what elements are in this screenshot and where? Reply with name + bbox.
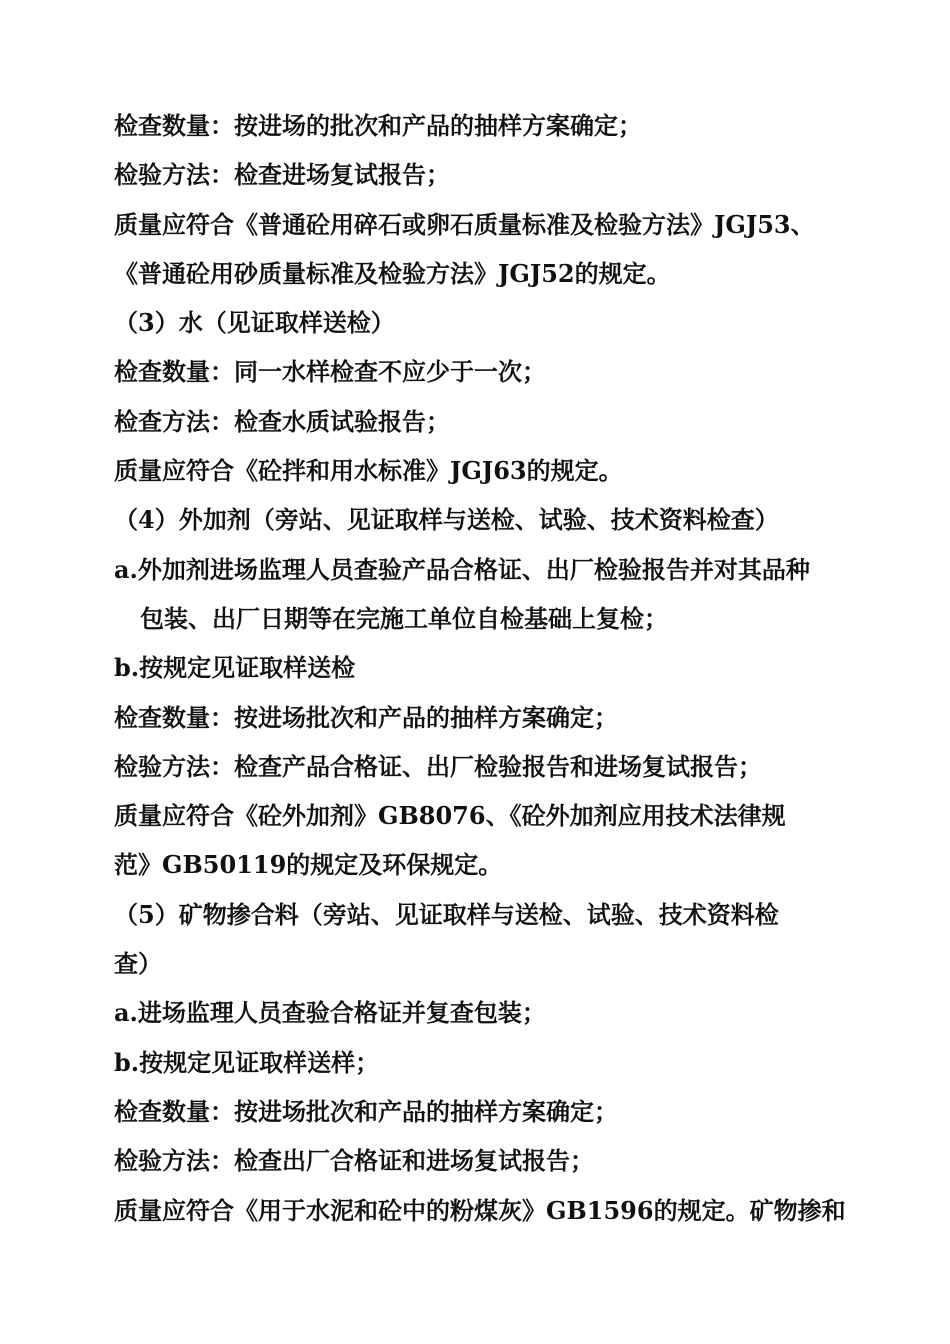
document-line: （4）外加剂（旁站、见证取样与送检、试验、技术资料检查） <box>114 505 779 535</box>
document-line: a.外加剂进场监理人员查验产品合格证、出厂检验报告并对其品种 <box>114 554 810 584</box>
document-line: a.进场监理人员查验合格证并复查包装； <box>114 998 546 1028</box>
document-line: 检查方法：检查水质试验报告； <box>114 406 450 436</box>
document-line: 检查数量：同一水样检查不应少于一次； <box>114 357 546 387</box>
document-line: 质量应符合《普通砼用碎石或卵石质量标准及检验方法》JGJ53、 <box>114 209 815 239</box>
document-line: 检验方法：检查进场复试报告； <box>114 160 450 190</box>
document-line: 质量应符合《用于水泥和砼中的粉煤灰》GB1596的规定。矿物掺和 <box>114 1195 846 1225</box>
document-line: 检查数量：按进场批次和产品的抽样方案确定； <box>114 1096 618 1126</box>
document-line: 检验方法：检查产品合格证、出厂检验报告和进场复试报告； <box>114 751 762 781</box>
document-line: （5）矿物掺合料（旁站、见证取样与送检、试验、技术资料检 <box>114 899 779 929</box>
document-line: 检查数量：按进场的批次和产品的抽样方案确定； <box>114 111 642 140</box>
document-line: 检验方法：检查出厂合格证和进场复试报告； <box>114 1146 594 1176</box>
document-line: 查） <box>114 949 162 979</box>
document-line: 《普通砼用砂质量标准及检验方法》JGJ52的规定。 <box>114 258 671 288</box>
document-line: （3）水（见证取样送检） <box>114 308 395 338</box>
document-line: b.按规定见证取样送样； <box>114 1047 380 1077</box>
document-line: 包装、出厂日期等在完施工单位自检基础上复检； <box>140 603 668 633</box>
document-line: 质量应符合《砼外加剂》GB8076、《砼外加剂应用技术法律规 <box>114 801 786 831</box>
document-body <box>114 101 874 1235</box>
document-line: 范》GB50119的规定及环保规定。 <box>114 850 503 880</box>
document-line: b.按规定见证取样送检 <box>114 653 356 683</box>
document-line: 质量应符合《砼拌和用水标准》JGJ63的规定。 <box>114 456 623 486</box>
document-line: 检查数量：按进场批次和产品的抽样方案确定； <box>114 702 618 732</box>
